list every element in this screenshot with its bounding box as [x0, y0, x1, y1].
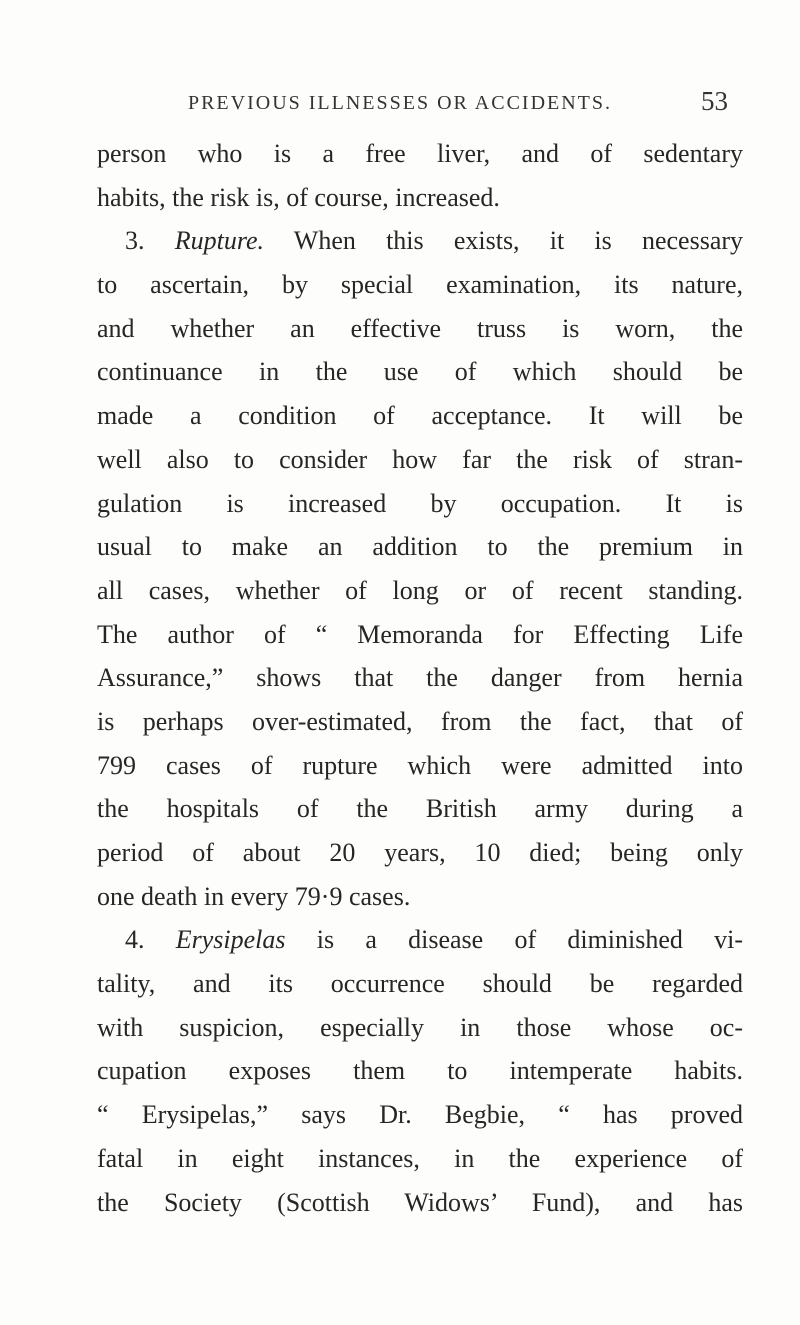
- text-line: cupation exposes them to intemperate habits.: [97, 1056, 743, 1086]
- text-line: and whether an effective truss is worn, the: [97, 313, 743, 343]
- section-term: Rupture.: [174, 226, 265, 256]
- text-line: tality, and its occurrence should be regarded: [97, 969, 743, 999]
- text-line: all cases, whether of long or of recent standing.: [97, 575, 743, 605]
- text-span: When this exists, it is necessary: [293, 226, 744, 256]
- text-line: person who is a free liver, and of sedentary: [97, 139, 743, 168]
- text-line: habits, the risk is, of course, increased.: [97, 182, 500, 212]
- section-term: Erysipelas: [175, 925, 286, 955]
- running-head: PREVIOUS ILLNESSES OR ACCIDENTS.: [187, 92, 613, 114]
- text-line: usual to make an addition to the premium in: [97, 532, 743, 562]
- text-line: continuance in the use of which should be: [97, 357, 743, 387]
- text-line: 799 cases of rupture which were admitted into: [97, 750, 743, 780]
- text-line: fatal in eight instances, in the experience of: [97, 1143, 743, 1173]
- page-number: 53: [701, 86, 728, 116]
- body-text: [97, 132, 743, 1224]
- section-heading-line: [97, 918, 743, 962]
- text-line: the Society (Scottish Widows’ Fund), and has: [97, 1187, 743, 1217]
- text-line: The author of “ Memoranda for Effecting Life: [97, 619, 743, 649]
- text-line: Assurance,” shows that the danger from hernia: [97, 663, 743, 693]
- text-line: made a condition of acceptance. It will be: [97, 401, 743, 431]
- section-heading-line: [97, 219, 743, 263]
- text-line: period of about 20 years, 10 died; being only: [97, 838, 743, 867]
- text-line: to ascertain, by special examination, its nature,: [97, 270, 743, 300]
- text-line: gulation is increased by occupation. It is: [97, 488, 743, 518]
- section-number: 4.: [125, 925, 145, 955]
- text-line: well also to consider how far the risk of stran-: [97, 444, 743, 474]
- section-number: 3.: [125, 226, 145, 256]
- text-line: “ Erysipelas,” says Dr. Begbie, “ has proved: [97, 1100, 743, 1130]
- text-line: the hospitals of the British army during a: [97, 794, 743, 824]
- text-line: is perhaps over-estimated, from the fact, that of: [97, 706, 743, 736]
- text-span: is a disease of diminished vi-: [316, 925, 744, 955]
- text-line: one death in every 79·9 cases.: [97, 881, 411, 911]
- text-line: with suspicion, especially in those whose oc-: [97, 1012, 743, 1042]
